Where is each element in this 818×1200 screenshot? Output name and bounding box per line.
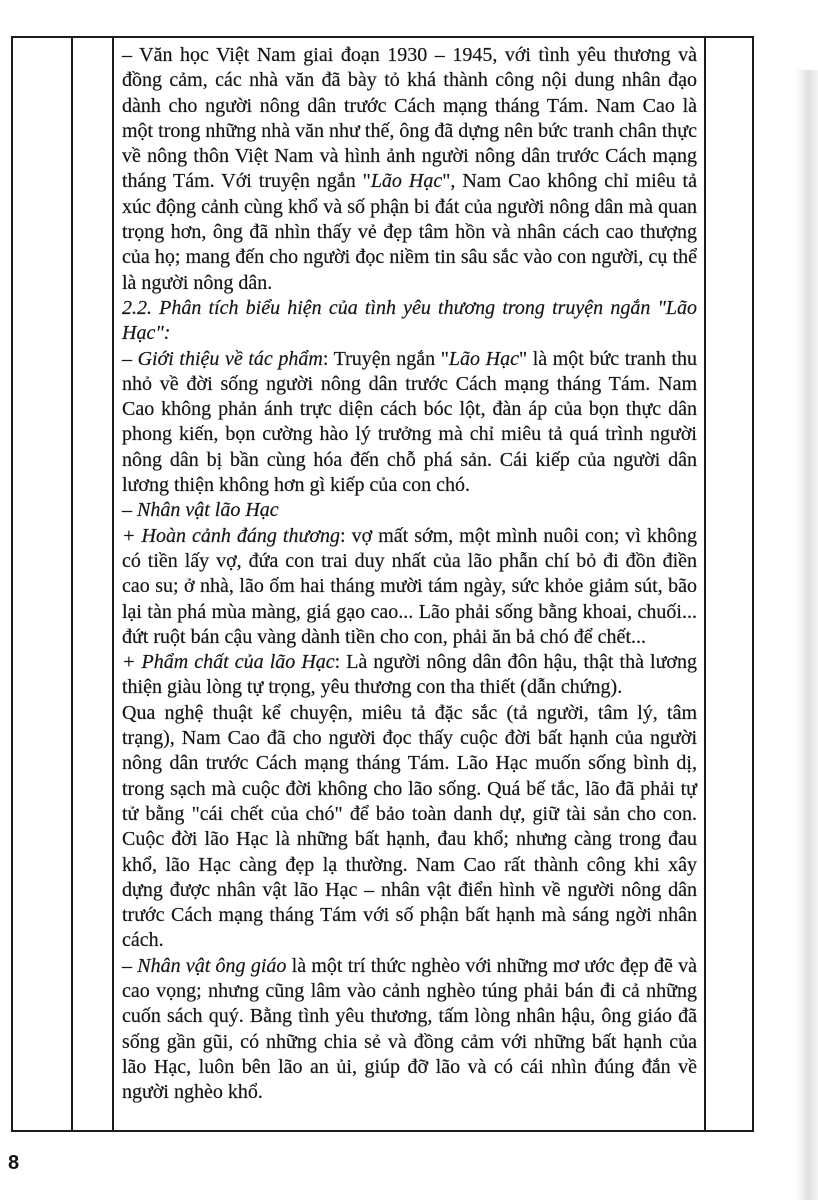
text-segment: là một trí thức nghèo với những mơ ước đẹp đẽ và cao vọng; nhưng cũng lâm vào cảnh nghèo túng phải bán đi cả những cuốn sách quý. Bằng tình yêu thương, tấm lòng nhân hậu, ông giáo đã sống gần gũi, có những chia sẻ và đồng cảm với những bất hạnh của lão Hạc, luôn bên lão an ủi, giúp đỡ lão và có cái nhìn đúng đắn về người nghèo khổ. [122, 954, 697, 1104]
text-segment: " là một bức tranh thu nhỏ về đời sống người nông dân trước Cách mạng tháng Tám. Nam Cao không phản ánh trực diện cách bóc lột, đàn áp của bọn thực dân phong kiến, bọn cường hào lý trưởng mà chỉ miêu tả quá trình người nông dân bị bần cùng hóa đến chỗ phá sản. Cái kiếp của người dân lương thiện không hơn gì kiếp của con chó. [122, 347, 697, 497]
paragraph [122, 650, 697, 701]
italic-text-segment: – Nhân vật ông giáo [122, 954, 287, 977]
text-segment: : Truyện ngắn " [322, 347, 449, 370]
text-segment: – Văn học Việt Nam giai đoạn 1930 – 1945, với tình yêu thương và đồng cảm, các nhà văn đã bày tỏ khá thành công nội dung nhân đạo dành cho người nông dân trước Cách mạng tháng Tám. Nam Cao là một trong những nhà văn như thế, ông đã dựng nên bức tranh chân thực về nông thôn Việt Nam và hình ảnh người nông dân trước Cách mạng tháng Tám. Với truyện ngắn " [122, 44, 697, 193]
paragraph [122, 954, 697, 1106]
page-number: 8 [8, 1152, 20, 1174]
italic-text-segment: – Nhân vật lão Hạc [122, 499, 279, 522]
margin-column-inner [73, 38, 114, 1130]
italic-text-segment: + Phẩm chất của lão Hạc [122, 651, 335, 674]
paragraph [122, 43, 697, 296]
paragraph [122, 498, 697, 523]
margin-column-outer [13, 38, 73, 1130]
text-segment: : Là người nông dân đôn hậu, thật thà lương thiện giàu lòng tự trọng, yêu thương con tha thiết (dẫn chứng). [122, 651, 697, 699]
paragraph [122, 701, 697, 954]
italic-text-segment: Lão Hạc [370, 170, 443, 193]
text-segment: Qua nghệ thuật kể chuyện, miêu tả đặc sắc (tả người, tâm lý, tâm trạng), Nam Cao đã cho người đọc thấy cuộc đời bất hạnh của người nông dân trước Cách mạng tháng Tám. Lão Hạc muốn sống bình dị, trong sạch mà cuộc đời không cho lão sống. Quá bế tắc, lão đã phải tự tử bằng "cái chết của chó" để bảo toàn danh dự, giữ tài sản cho con. Cuộc đời lão Hạc là những bất hạnh, đau khổ; nhưng càng trong đau khổ, lão Hạc càng đẹp lạ thường. Nam Cao rất thành công khi xây dựng được nhân vật lão Hạc – nhân vật điển hình về người nông dân trước Cách mạng tháng Tám với số phận bất hạnh mà sáng ngời nhân cách. [122, 701, 697, 952]
scan-edge-shadow [796, 70, 818, 1200]
text-segment: : vợ mất sớm, một mình nuôi con; vì không có tiền lấy vợ, đứa con trai duy nhất của lão phẫn chí bỏ đi đồn điền cao su; ở nhà, lão ốm hai tháng mười tám ngày, sức khỏe giảm sút, bão lại tàn phá mùa màng, giá gạo cao... Lão phải sống bằng khoai, chuối... đứt ruột bán cậu vàng dành tiền cho con, phải ăn bả chó để chết... [122, 524, 697, 648]
paragraph [122, 524, 697, 650]
italic-text-segment: – Giới thiệu về tác phẩm [122, 347, 323, 370]
margin-column-right [704, 38, 752, 1130]
italic-text-segment: 2.2. Phân tích biểu hiện của tình yêu thương trong truyện ngắn "Lão Hạc": [122, 296, 697, 345]
paragraph [122, 296, 697, 347]
paragraph [122, 347, 697, 499]
italic-text-segment: Lão Hạc [448, 347, 519, 370]
text-segment: ", Nam Cao không chỉ miêu tả xúc động cảnh cùng khổ và số phận bi đát của người nông dân mà quan trọng hơn, ông đã nhìn thấy vẻ đẹp tâm hồn và nhân cách cao thượng của họ; mang đến cho người đọc niềm tin sâu sắc vào con người, cụ thể là người nông dân. [122, 170, 697, 294]
main-text-column [114, 38, 704, 1130]
italic-text-segment: + Hoàn cảnh đáng thương [122, 524, 341, 547]
content-table [11, 36, 754, 1132]
